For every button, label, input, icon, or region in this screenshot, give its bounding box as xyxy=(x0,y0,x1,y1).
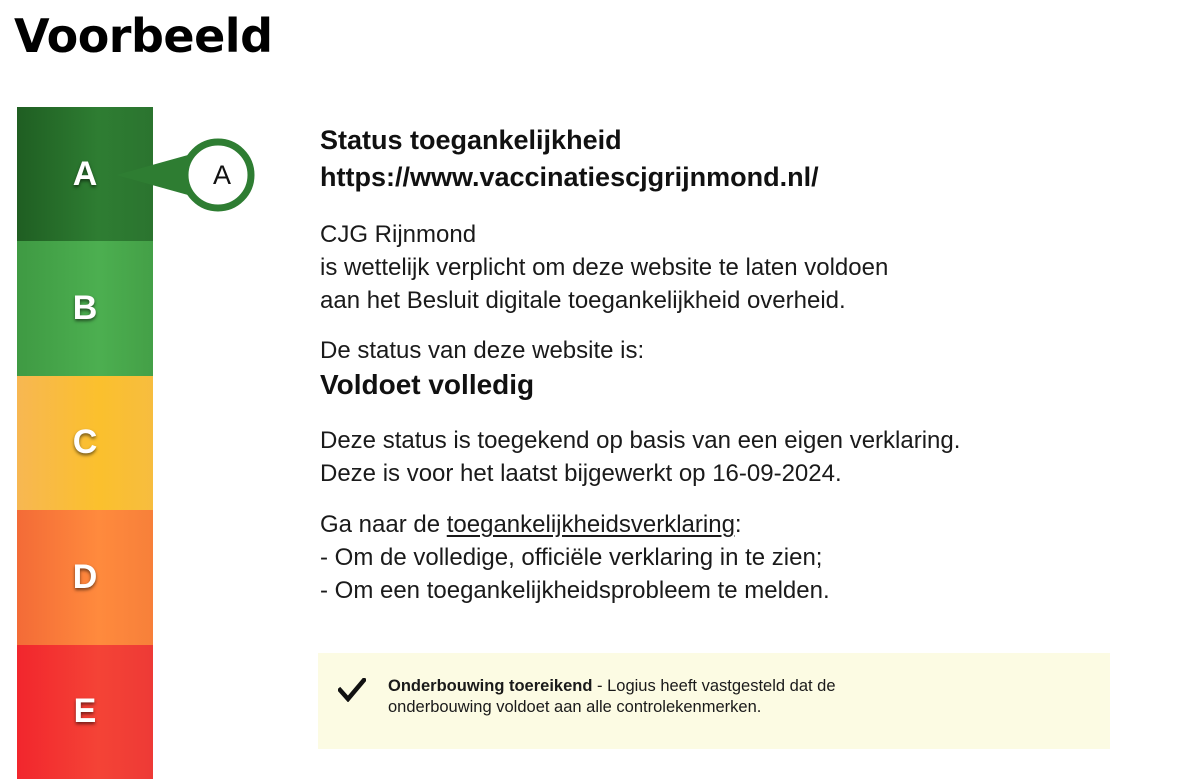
obligation-line-2: aan het Besluit digitale toegankelijkheid overheid. xyxy=(320,287,846,314)
notice-text xyxy=(388,676,1038,718)
status-heading xyxy=(320,122,1120,196)
checkmark-icon xyxy=(338,678,366,702)
grade-band-b xyxy=(17,241,153,375)
status-heading-title: Status toegankelijkheid xyxy=(320,125,622,155)
current-grade-label: A xyxy=(212,159,231,190)
organization-obligation xyxy=(320,218,1120,317)
notice-text-line-1: Logius heeft vastgesteld dat de xyxy=(607,677,836,695)
grade-band-e xyxy=(17,645,153,779)
status-heading-url: https://www.vaccinatiescjgrijnmond.nl/ xyxy=(320,162,819,192)
status-panel xyxy=(320,122,1120,607)
status-value: Voldoet volledig xyxy=(320,369,535,400)
grade-label-c: C xyxy=(72,423,98,462)
notice-bold-text: Onderbouwing toereikend xyxy=(388,677,593,695)
grade-label-a: A xyxy=(72,154,98,193)
grade-band-d xyxy=(17,510,153,644)
current-grade-marker xyxy=(116,137,258,213)
notice-separator: - xyxy=(592,677,608,695)
link-suffix: : xyxy=(734,511,742,538)
link-prefix: Ga naar de xyxy=(320,511,447,538)
page-title: Voorbeeld xyxy=(14,9,273,63)
grade-label-d: D xyxy=(72,557,98,596)
grade-band-c xyxy=(17,376,153,510)
statement-link-block xyxy=(320,508,1120,607)
basis-line-2: Deze is voor het laatst bijgewerkt op 16-09-2024. xyxy=(320,460,842,487)
grade-label-b: B xyxy=(72,289,98,328)
link-line xyxy=(320,508,1120,541)
status-basis xyxy=(320,424,1120,490)
notice-text-line-2: onderbouwing voldoet aan alle controlekenmerken. xyxy=(388,698,762,716)
status-intro: De status van deze website is: xyxy=(320,337,645,364)
substantiation-notice xyxy=(318,653,1110,749)
obligation-line-1: is wettelijk verplicht om deze website te laten voldoen xyxy=(320,254,889,281)
accessibility-statement-link[interactable]: toegankelijkheidsverklaring xyxy=(446,511,735,538)
organization-name: CJG Rijnmond xyxy=(320,221,477,248)
grade-label-e: E xyxy=(73,692,97,731)
bullet-2: - Om een toegankelijkheidsprobleem te melden. xyxy=(320,577,830,604)
basis-line-1: Deze status is toegekend op basis van een eigen verklaring. xyxy=(320,427,961,454)
website-status xyxy=(320,334,1120,403)
bullet-1: - Om de volledige, officiële verklaring in te zien; xyxy=(320,544,823,571)
